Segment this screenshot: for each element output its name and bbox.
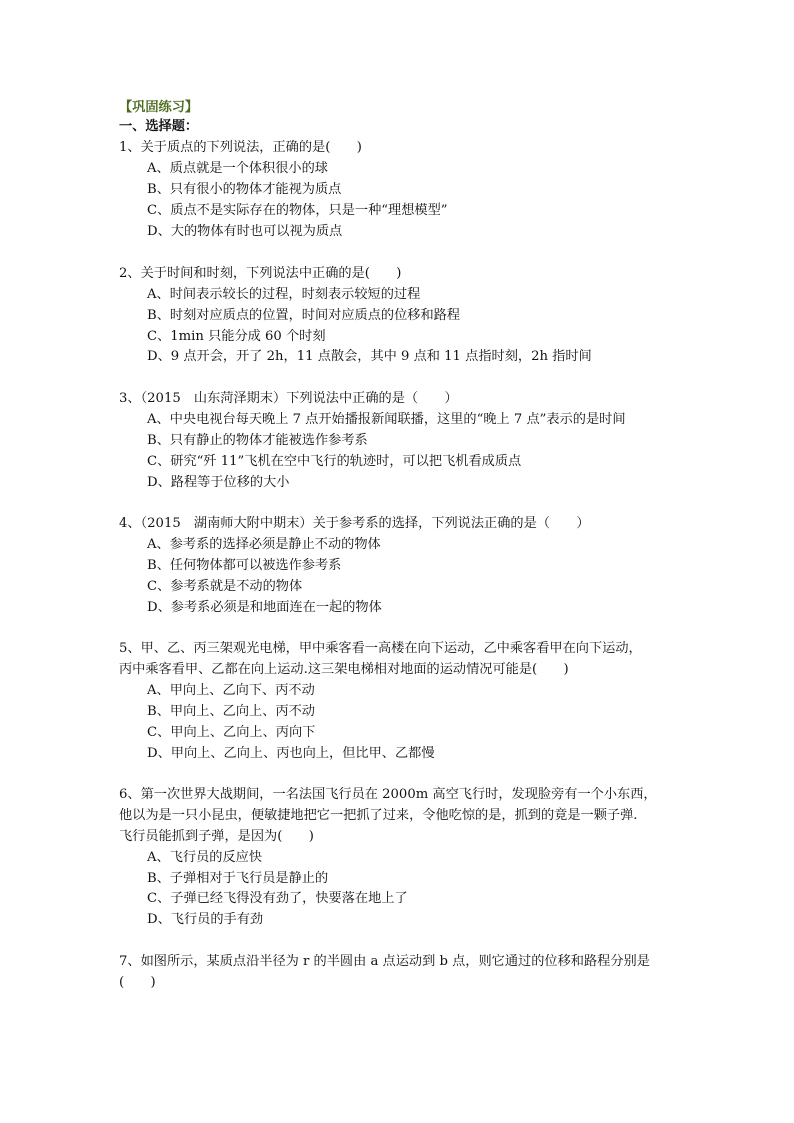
question-1-option-d: D、大的物体有时也可以视为质点: [147, 224, 343, 239]
question-1-option-c: C、质点不是实际存在的物体，只是一种“理想模型”: [147, 203, 448, 218]
question-4-option-d: D、参考系必须是和地面连在一起的物体: [147, 600, 382, 615]
question-4-option-a: A、参考系的选择必须是静止不动的物体: [147, 537, 381, 552]
question-2-option-c: C、1min 只能分成 60 个时刻: [147, 329, 326, 344]
question-6-option-c: C、子弹已经飞得没有劲了，快要落在地上了: [147, 891, 408, 906]
question-2-option-d: D、9 点开会，开了 2h，11 点散会，其中 9 点和 11 点指时刻，2h 指时间: [147, 349, 592, 364]
question-5-stem-line-1: 5、甲、乙、丙三架观光电梯，甲中乘客看一高楼在向下运动，乙中乘客看甲在向下运动，: [119, 641, 642, 656]
question-6-option-d: D、飞行员的手有劲: [147, 912, 264, 927]
question-7-stem-line-1: 7、如图所示，某质点沿半径为 r 的半圆由 a 点运动到 b 点，则它通过的位移和路程分别是: [119, 954, 650, 969]
question-3-option-b: B、只有静止的物体才能被选作参考系: [147, 433, 368, 448]
question-2-option-b: B、时刻对应质点的位置，时间对应质点的位移和路程: [147, 308, 461, 323]
question-7-stem-line-2: ( ): [119, 975, 156, 990]
question-5-stem-line-2: 丙中乘客看甲、乙都在向上运动.这三架电梯相对地面的运动情况可能是( ): [119, 662, 569, 677]
question-1-stem: 1、关于质点的下列说法，正确的是( ): [119, 140, 362, 155]
question-4-option-b: B、任何物体都可以被选作参考系: [147, 558, 342, 573]
question-3-option-a: A、中央电视台每天晚上 7 点开始播报新闻联播，这里的“晚上 7 点”表示的是时间: [147, 412, 626, 427]
section-heading: 【巩固练习】: [119, 100, 199, 115]
question-5-option-a: A、甲向上、乙向下、丙不动: [147, 683, 315, 698]
question-4-option-c: C、参考系就是不动的物体: [147, 579, 303, 594]
question-4-stem: 4、（2015 湖南师大附中期末）关于参考系的选择，下列说法正确的是（ ）: [119, 516, 590, 531]
question-2-option-a: A、时间表示较长的过程，时刻表示较短的过程: [147, 287, 421, 302]
question-5-option-c: C、甲向上、乙向上、丙向下: [147, 725, 316, 740]
question-5-option-b: B、甲向上、乙向上、丙不动: [147, 704, 315, 719]
question-3-stem: 3、（2015 山东菏泽期末）下列说法中正确的是（ ）: [119, 391, 458, 406]
question-2-stem: 2、关于时间和时刻，下列说法中正确的是( ): [119, 266, 402, 281]
question-6-option-a: A、飞行员的反应快: [147, 850, 263, 865]
question-3-option-c: C、研究“歼 11”飞机在空中飞行的轨迹时，可以把飞机看成质点: [147, 454, 522, 469]
question-6-stem-line-3: 飞行员能抓到子弹，是因为( ): [119, 829, 314, 844]
question-6-option-b: B、子弹相对于飞行员是静止的: [147, 871, 329, 886]
question-6-stem-line-2: 他以为是一只小昆虫，便敏捷地把它一把抓了过来，令他吃惊的是，抓到的竟是一颗子弹.: [119, 808, 638, 823]
question-3-option-d: D、路程等于位移的大小: [147, 475, 290, 490]
question-1-option-b: B、只有很小的物体才能视为质点: [147, 182, 342, 197]
question-6-stem-line-1: 6、第一次世界大战期间，一名法国飞行员在 2000m 高空飞行时，发现脸旁有一个小东西，: [119, 787, 657, 802]
question-5-option-d: D、甲向上、乙向上、丙也向上，但比甲、乙都慢: [147, 746, 435, 761]
question-1-option-a: A、质点就是一个体积很小的球: [147, 161, 328, 176]
part-title: 一、选择题：: [119, 119, 199, 134]
